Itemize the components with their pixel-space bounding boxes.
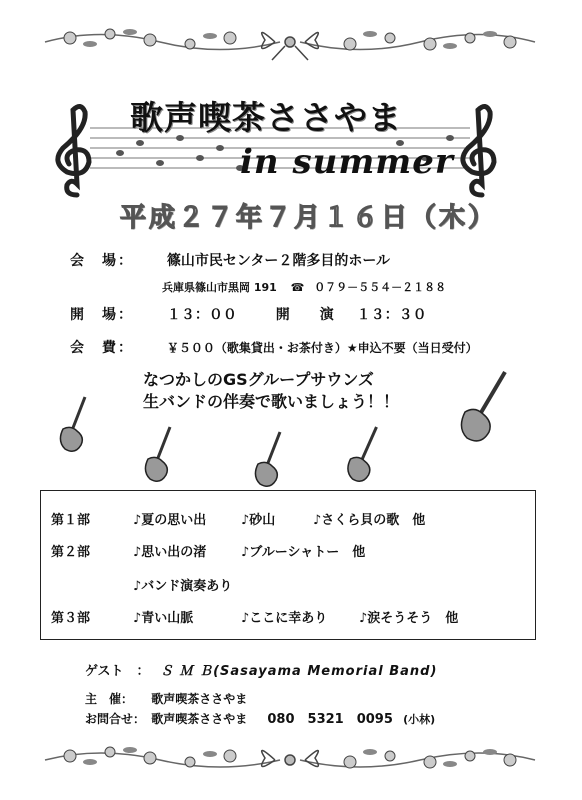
venue-phone: ０７９－５５４－２１８８ — [314, 281, 447, 294]
venue-name: 篠山市民センター２階多目的ホール — [166, 253, 391, 269]
program-box — [40, 490, 536, 640]
part1-song: ♪さくら貝の歌 他 — [313, 513, 426, 528]
start-label: 開 演 — [275, 307, 342, 323]
start-time: １３：３０ — [356, 307, 427, 323]
venue-row — [70, 250, 390, 270]
event-subtitle: in summer — [240, 142, 454, 182]
venue-label: 会 場： — [70, 253, 134, 269]
event-title: 歌声喫茶ささやま — [130, 98, 402, 137]
contact-org: 歌声喫茶ささやま — [151, 712, 248, 726]
guitar-icon — [140, 425, 180, 485]
guitar-icon — [340, 425, 385, 485]
open-label: 開 場： — [70, 307, 134, 323]
open-time: １３：００ — [166, 307, 237, 323]
part1-song: ♪夏の思い出 — [133, 513, 207, 528]
guest-row — [85, 660, 437, 679]
part2-song: ♪思い出の渚 — [133, 545, 207, 560]
contact-phone: 080 5321 0095 — [267, 712, 393, 727]
guitar-icon — [55, 395, 95, 455]
time-row — [70, 304, 427, 324]
organizer-label: 主 催： — [85, 692, 134, 706]
fee-row — [70, 337, 478, 357]
fee-label: 会 費： — [70, 340, 134, 356]
part2-song: ♪ブルーシャトー 他 — [241, 545, 366, 560]
part1-song: ♪砂山 — [241, 513, 276, 528]
contact-label: お問合せ： — [85, 712, 146, 726]
guest-name: Ｓ Ｍ Ｂ(Sasayama Memorial Band) — [160, 664, 438, 679]
top-flower-garland — [40, 22, 540, 62]
fee-text: ￥５００（歌集貸出・お茶付き）★申込不要（当日受付） — [166, 341, 478, 355]
guitar-icon — [455, 370, 510, 445]
part1-label: 第１部 — [51, 513, 91, 528]
treble-clef-icon — [450, 100, 510, 200]
treble-clef-icon — [45, 100, 105, 200]
contact-person: (小林) — [403, 713, 436, 726]
part3-label: 第３部 — [51, 611, 91, 626]
organizer-row — [85, 690, 247, 707]
guest-label: ゲスト ： — [85, 664, 150, 679]
part2-label: 第２部 — [51, 545, 91, 560]
organizer-name: 歌声喫茶ささやま — [151, 692, 248, 706]
contact-row — [85, 708, 435, 727]
catchcopy-line1: なつかしのGSグループサウンズ — [143, 370, 374, 389]
part3-song: ♪ここに幸あり — [241, 611, 328, 626]
bottom-flower-garland — [40, 738, 540, 778]
catchcopy-line2: 生バンドの伴奏で歌いましょう！！ — [143, 392, 400, 411]
part3-song: ♪青い山脈 — [133, 611, 194, 626]
phone-icon: ☎ — [290, 281, 305, 294]
address-row — [162, 279, 446, 295]
event-date: 平成２７年７月１６日（木） — [120, 203, 498, 233]
band-note: ♪バンド演奏あり — [133, 579, 233, 594]
part3-song: ♪涙そうそう 他 — [359, 611, 459, 626]
guitar-icon — [250, 430, 290, 490]
address: 兵庫県篠山市黒岡 191 — [162, 281, 277, 294]
